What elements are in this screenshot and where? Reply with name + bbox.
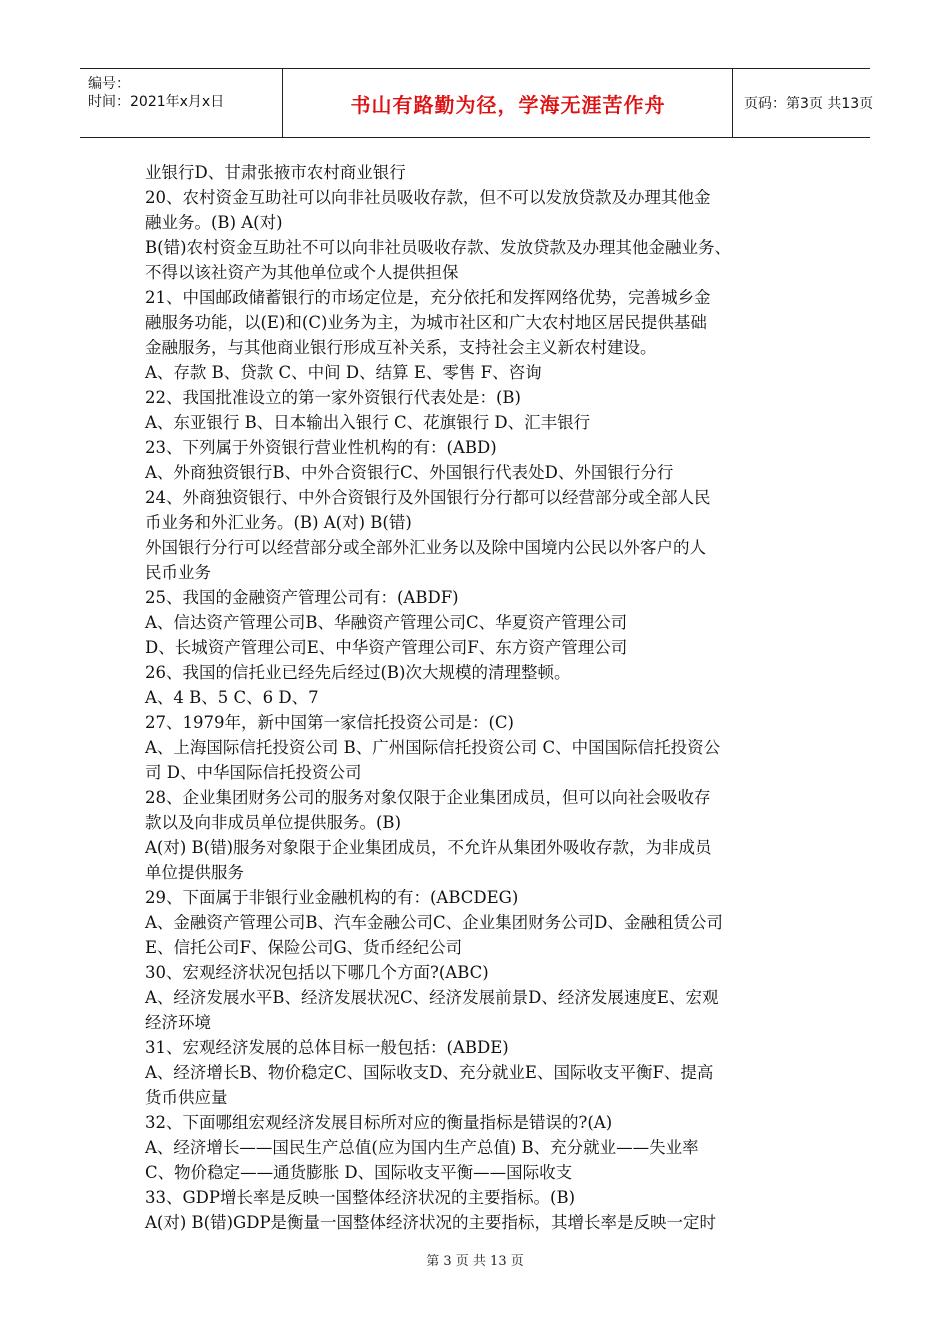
document-number-label: 编号： [88,76,130,92]
page-header [80,68,874,138]
page-info: 页码：第3页 共13页 [744,96,874,112]
text-line: 经济环境 [145,1013,211,1032]
text-line: 币业务和外汇业务。(B) A(对) B(错) [145,513,412,532]
text-line: 29、下面属于非银行业金融机构的有：(ABCDEG) [145,888,519,907]
text-line: A、存款 B、贷款 C、中间 D、结算 E、零售 F、咨询 [145,363,542,382]
text-line: A、经济增长——国民生产总值(应为国内生产总值) B、充分就业——失业率 [145,1138,699,1157]
text-line: 27、1979年，新中国第一家信托投资公司是：(C) [145,713,514,732]
text-line: 28、企业集团财务公司的服务对象仅限于企业集团成员，但可以向社会吸收存 [145,788,711,807]
text-line: 21、中国邮政储蓄银行的市场定位是，充分依托和发挥网络优势，完善城乡金 [145,288,711,307]
text-line: 货币供应量 [145,1088,228,1107]
text-line: 20、农村资金互助社可以向非社员吸收存款，但不可以发放贷款及办理其他金 [145,188,711,207]
text-line: 单位提供服务 [145,863,244,882]
text-line: 24、外商独资银行、中外合资银行及外国银行分行都可以经营部分或全部人民 [145,488,711,507]
text-line: B(错)农村资金互助社不可以向非社员吸收存款、发放贷款及办理其他金融业务、 [145,238,731,257]
text-line: 金融服务，与其他商业银行形成互补关系，支持社会主义新农村建设。 [145,338,657,357]
text-line: D、长城资产管理公司E、中华资产管理公司F、东方资产管理公司 [145,638,628,657]
date-label: 时间：2021年x月x日 [88,94,225,110]
text-line: A、东亚银行 B、日本输出入银行 C、花旗银行 D、汇丰银行 [145,413,591,432]
document-body [145,160,815,1235]
text-line: 外国银行分行可以经营部分或全部外汇业务以及除中国境内公民以外客户的人 [145,538,706,557]
text-line: A、经济增长B、物价稳定C、国际收支D、充分就业E、国际收支平衡F、提高 [145,1063,714,1082]
text-line: A、金融资产管理公司B、汽车金融公司C、企业集团财务公司D、金融租赁公司 [145,913,723,932]
text-line: 业银行D、甘肃张掖市农村商业银行 [145,163,406,182]
text-line: 司 D、中华国际信托投资公司 [145,763,362,782]
text-line: 33、GDP增长率是反映一国整体经济状况的主要指标。(B) [145,1188,576,1207]
text-line: C、物价稳定——通货膨胀 D、国际收支平衡——国际收支 [145,1163,573,1182]
text-line: A、外商独资银行B、中外合资银行C、外国银行代表处D、外国银行分行 [145,463,674,482]
text-line: 31、宏观经济发展的总体目标一般包括：(ABDE) [145,1038,509,1057]
text-line: A(对) B(错)GDP是衡量一国整体经济状况的主要指标，其增长率是反映一定时 [145,1213,717,1232]
text-line: E、信托公司F、保险公司G、货币经纪公司 [145,938,463,957]
text-line: 25、我国的金融资产管理公司有：(ABDF) [145,588,459,607]
text-line: 30、宏观经济状况包括以下哪几个方面?(ABC) [145,963,489,982]
page-footer: 第 3 页 共 13 页 [426,1254,524,1269]
header-motto-cell [284,69,733,137]
text-line: A、4 B、5 C、6 D、7 [145,688,319,707]
header-page-cell [734,69,874,137]
text-line: 32、下面哪组宏观经济发展目标所对应的衡量指标是错误的?(A) [145,1113,613,1132]
text-line: 融服务功能，以(E)和(C)业务为主，为城市社区和广大农村地区居民提供基础 [145,313,707,332]
text-line: A(对) B(错)服务对象限于企业集团成员，不允许从集团外吸收存款，为非成员 [145,838,712,857]
text-line: 23、下列属于外资银行营业性机构的有：(ABD) [145,438,497,457]
text-line: A、信达资产管理公司B、华融资产管理公司C、华夏资产管理公司 [145,613,628,632]
text-line: 民币业务 [145,563,211,582]
text-line: 款以及向非成员单位提供服务。(B) [145,813,401,832]
text-line: A、上海国际信托投资公司 B、广州国际信托投资公司 C、中国国际信托投资公 [145,738,721,757]
text-line: A、经济发展水平B、经济发展状况C、经济发展前景D、经济发展速度E、宏观 [145,988,719,1007]
motto-text: 书山有路勤为径，学海无涯苦作舟 [350,92,666,117]
text-line: 22、我国批准设立的第一家外资银行代表处是：(B) [145,388,521,407]
text-line: 26、我国的信托业已经先后经过(B)次大规模的清理整顿。 [145,663,571,682]
text-line: 融业务。(B) A(对) [145,213,283,232]
header-info-cell [80,69,283,137]
text-line: 不得以该社资产为其他单位或个人提供担保 [145,263,459,282]
